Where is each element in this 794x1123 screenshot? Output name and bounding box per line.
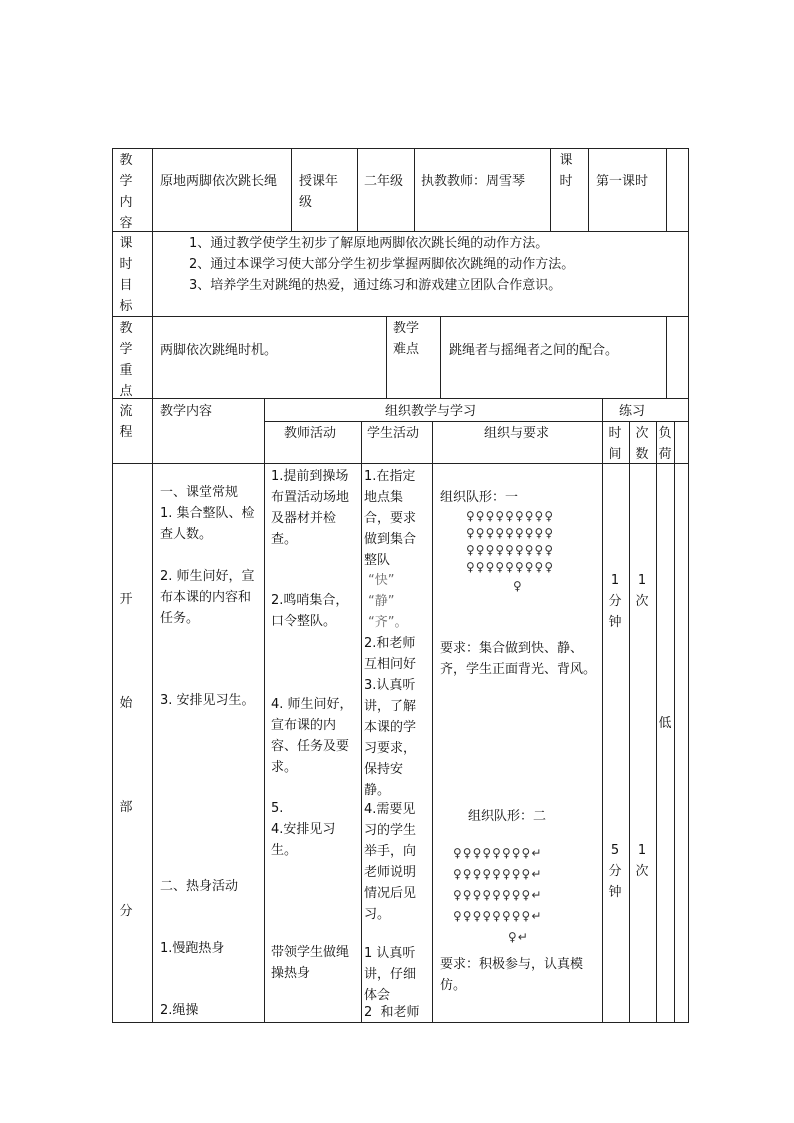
content-item-1: 1. 集合整队、检查人数。 xyxy=(160,506,255,542)
difficulty-value: 跳绳者与摇绳者之间的配合。 xyxy=(449,343,619,358)
practice-header: 练习 xyxy=(619,404,646,419)
section-name: 开始部分 xyxy=(119,592,133,919)
teaching-content-label: 教学内容 xyxy=(119,153,133,231)
formation-1-teacher: ♀ xyxy=(513,579,523,593)
formation-1-row-1: ♀♀♀♀♀♀♀♀♀ xyxy=(466,509,555,523)
student-activity-3: 3.认真听讲，了解本课的学习要求，保持安静。 xyxy=(364,678,417,798)
student-activity-1: 1.在指定地点集合，要求做到集合整队 xyxy=(364,469,417,568)
formation-2-row-2: ♀♀♀♀♀♀♀♀↵ xyxy=(453,867,543,881)
flow-label: 流程 xyxy=(119,404,133,440)
org-requirements-header: 组织与要求 xyxy=(484,426,550,441)
key-points-label: 教学重点 xyxy=(119,321,133,399)
formation-1-label: 组织队形：一 xyxy=(440,490,519,505)
organization-header: 组织教学与学习 xyxy=(385,404,477,419)
objectives-label: 课时目标 xyxy=(119,236,133,314)
teacher-activity-6: 带领学生做绳操热身 xyxy=(271,945,350,981)
key-points-value: 两脚依次跳绳时机。 xyxy=(160,343,278,358)
lesson-title: 原地两脚依次跳长绳 xyxy=(160,174,278,189)
teacher-activity-2: 2.鸣哨集合，口令整队。 xyxy=(271,593,349,629)
formation-1-row-4: ♀♀♀♀♀♀♀♀♀ xyxy=(466,560,555,574)
teacher-activity-3: 4. 师生问好，宣布课的内容、任务及要求。 xyxy=(271,697,353,775)
formation-2-row-3: ♀♀♀♀♀♀♀♀↵ xyxy=(453,888,543,902)
formation-1-row-3: ♀♀♀♀♀♀♀♀♀ xyxy=(466,543,555,557)
count-1: 1次 xyxy=(635,573,649,609)
load-value: 低 xyxy=(658,716,672,731)
count-header: 次数 xyxy=(635,426,649,462)
load-header: 负荷 xyxy=(658,426,672,462)
content-item-3: 3. 安排见习生。 xyxy=(160,693,255,708)
period-value: 第一课时 xyxy=(596,174,649,189)
formation-2-teacher: ♀↵ xyxy=(508,930,529,944)
formation-2-row-1: ♀♀♀♀♀♀♀♀↵ xyxy=(453,846,543,860)
content-header: 教学内容 xyxy=(160,404,213,419)
teacher-activity-header: 教师活动 xyxy=(284,426,337,441)
time-1: 1分钟 xyxy=(608,573,622,630)
student-activity-kuai: “快” xyxy=(368,573,395,588)
content-item-2: 2. 师生问好，宣布本课的内容和任务。 xyxy=(160,569,255,626)
student-activity-header: 学生活动 xyxy=(367,426,420,441)
student-activity-6: 2 和老师 xyxy=(364,1005,420,1020)
period-label: 课时 xyxy=(559,153,573,189)
teacher-label: 执教教师：周雪琴 xyxy=(421,174,526,189)
time-header: 时间 xyxy=(608,426,622,462)
student-activity-jing: “静” xyxy=(368,594,395,609)
formation-1-row-2: ♀♀♀♀♀♀♀♀♀ xyxy=(466,526,555,540)
content-item-4: 1.慢跑热身 xyxy=(160,941,225,956)
difficulty-label: 教学难点 xyxy=(393,321,420,357)
student-activity-2: 2.和老师互相问好 xyxy=(364,636,417,672)
student-activity-4: 4.需要见习的学生举手，向老师说明情况后见习。 xyxy=(364,802,417,922)
objective-3: 3、培养学生对跳绳的热爱，通过练习和游戏建立团队合作意识。 xyxy=(189,278,562,293)
formation-2-row-4: ♀♀♀♀♀♀♀♀↵ xyxy=(453,909,543,923)
teacher-activity-5: 4.安排见习生。 xyxy=(271,822,336,858)
count-2: 1次 xyxy=(635,843,649,879)
teacher-activity-4: 5. xyxy=(271,801,284,816)
content-item-5: 2.绳操 xyxy=(160,1003,199,1018)
student-activity-qi: “齐”。 xyxy=(368,615,408,630)
content-heading-2: 二、热身活动 xyxy=(160,879,239,894)
requirement-1: 要求：集合做到快、静、齐，学生正面背光、背风。 xyxy=(440,641,597,677)
grade-value: 二年级 xyxy=(364,174,404,189)
teacher-activity-1: 1.提前到操场布置活动场地及器材并检查。 xyxy=(271,469,350,547)
requirement-2: 要求：积极参与，认真模仿。 xyxy=(440,957,584,993)
student-activity-5: 1 认真听讲，仔细体会 xyxy=(364,946,417,1003)
formation-2-label: 组织队形：二 xyxy=(468,809,547,824)
grade-label: 授课年级 xyxy=(299,174,339,210)
objective-2: 2、通过本课学习使大部分学生初步掌握两脚依次跳绳的动作方法。 xyxy=(189,257,575,272)
time-2: 5分钟 xyxy=(608,843,622,900)
objective-1: 1、通过教学使学生初步了解原地两脚依次跳长绳的动作方法。 xyxy=(189,236,549,251)
content-heading-1: 一、课堂常规 xyxy=(160,485,239,500)
